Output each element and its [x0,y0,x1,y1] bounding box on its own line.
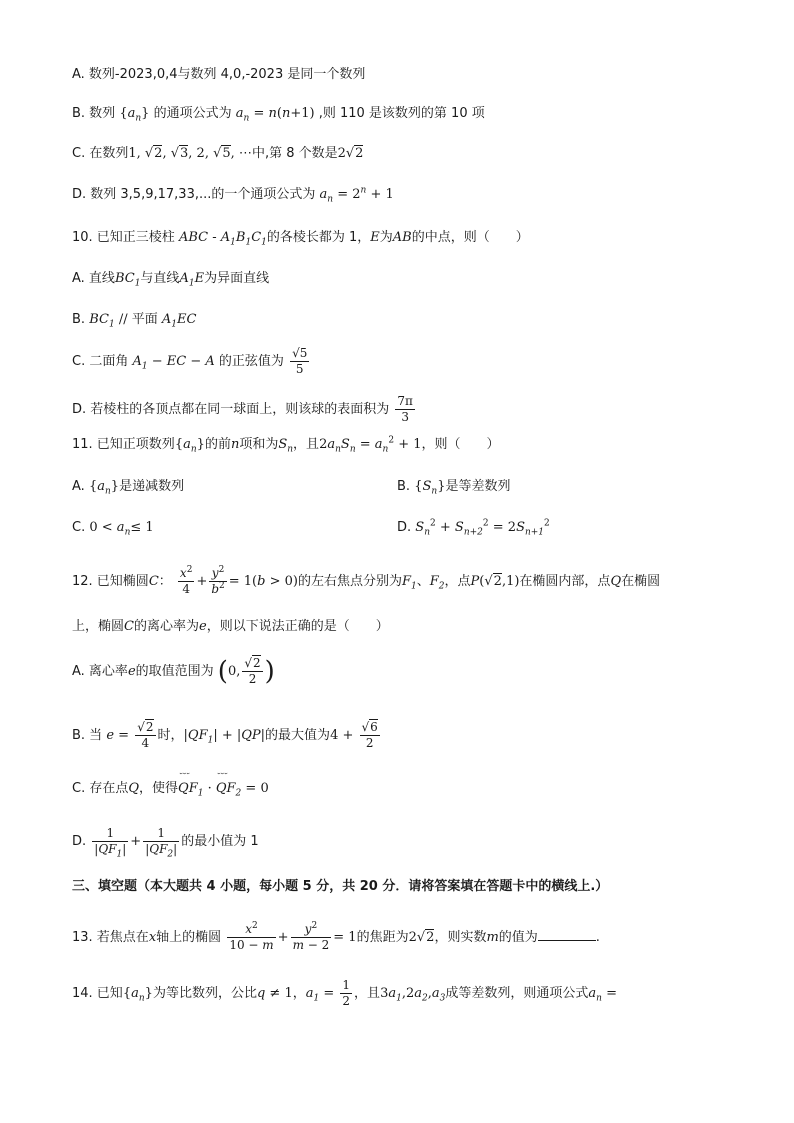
q11-stem-prefix: 11. 已知正项数列 [72,437,175,452]
q10-c-prefix: C. 二面角 [72,354,129,369]
q9-option-c: C. 在数列1, √2, √3, 2, √5, ⋯中,第 8 个数是2√2 [72,146,364,161]
q11-a-text: 是递减数列 [119,479,185,494]
q12-a-prefix: A. 离心率 [72,664,128,679]
q11-stem-suffix: ，则（ ） [421,437,500,452]
q12-stem-prefix: 12. 已知椭圆 [72,574,149,589]
q12-stem-suffix: 在椭圆内部，点 [519,574,611,589]
q11-c-label: C. [72,520,86,535]
q11-stem-mid3: ，且 [293,437,320,452]
q13-suffix2: 的值为 [498,930,538,945]
q9-b-suffix: ,则 110 是该数列的第 10 项 [318,106,485,121]
q14-mid: 为等比数列，公比 [152,986,257,1001]
q14-mid3: ，且 [354,986,381,1001]
q11-option-d: D. $S_n^2 + S_{n+2}^2 = 2S_{n+1}^2$ [397,518,550,538]
q12-stem-mid2: ，点 [444,574,471,589]
q10-stem-mid: 的各棱长都为 1， [266,230,371,245]
section-heading [72,878,608,896]
q13-suffix: ，则实数 [434,930,487,945]
q11-b-text: 是等差数列 [445,479,511,494]
q9-b-mid: 的通项公式为 [153,106,232,121]
q11-stem-mid: 的前 [204,437,231,452]
q12-line2-prefix: 上，椭圆 [72,619,125,634]
q9-option-b: B. 数列 $\{a_n\}$ 的通项公式为 $a_n = n(n+1)$ ,则 110 是该数列的第 10 项 [72,106,485,124]
q12-stem-mid: 的左右焦点分别为 [297,574,402,589]
q9-c-prefix: C. 在数列 [72,146,129,161]
q10-option-a: A. 直线$BC_1$与直线$A_1E$为异面直线 [72,271,270,289]
q11-option-b: B. $\{S_n\}$是等差数列 [397,479,511,497]
q10-stem-mid2: 为 [379,230,393,245]
q14-prefix: 14. 已知 [72,986,123,1001]
q10-stem-prefix: 10. 已知正三棱柱 [72,230,175,245]
q9-option-a-text: A. 数列-2023,0,4与数列 4,0,-2023 是同一个数列 [72,67,366,82]
q10-option-d [72,394,417,425]
q14: 14. 已知$\{a_n\}$为等比数列，公比q ≠ 1，$a_1$ = $\frac{1}{2}$ ，且$3a_1,2a_2,a_3$成等差数列，则通项公式$a_n$ = [72,978,617,1008]
q9-d-prefix: D. 数列 3,5,9,17,33,...的一个通项公式为 [72,187,316,202]
q10-d-prefix: D. 若棱柱的各顶点都在同一球面上，则该球的表面积为 [72,402,390,417]
q10-stem-suffix: 的中点，则（ ） [411,230,529,245]
q12-c-prefix: C. 存在点 [72,781,129,796]
q12-stem-line2: 上，椭圆C的离心率为e，则以下说法正确的是（ ） [72,619,389,634]
q10-stem: 10. 已知正三棱柱 ABC - $A_1B_1C_1$的各棱长都为 1，E为AB的中点，则（ ） [72,230,529,248]
q13-prefix: 13. 若焦点在 [72,930,149,945]
q11-option-c: C. $0 < a_n\le 1$ [72,520,154,538]
q9-option-d: D. 数列 3,5,9,17,33,...的一个通项公式为 $a_n = 2^n + 1$ [72,185,394,205]
q12-b-mid2: 的最大值为 [265,728,331,743]
q13-mid2: 的焦距为 [356,930,409,945]
q10-option-b: B. $BC_1$ // 平面 $A_1EC$ [72,312,197,330]
q11-b-label: B. [397,479,411,494]
q12-option-d: D. $\frac{1}{|QF_1|}$ + $\frac{1}{|QF_2|}$ 的最小值为 1 [72,826,259,860]
q13-end: . [595,930,600,945]
q12-b-mid: 时， [157,728,184,743]
q12-c-mid: ，使得 [139,781,179,796]
q14-mid4: 成等差数列，则通项公式 [445,986,589,1001]
q12-option-a: A. 离心率e的取值范围为 (0, $\frac{√2}{2}$ ) [72,656,275,687]
q12-d-prefix: D. [72,834,87,849]
q10-b-prefix: B. [72,312,86,327]
q12-stem: 12. 已知椭圆C： $\frac{x^2}{4}$ + $\frac{y^2}{b^2}$ = 1(b > 0)的左右焦点分别为$F_1$、$F_2$，点P(√2,1)在椭圆内部，点Q在椭圆 [72,565,661,596]
q11-option-a: A. $\{a_n\}$是递减数列 [72,479,185,497]
q11-stem: 11. 已知正项数列$\{a_n\}$的前n项和为$S_n$，且$2a_nS_n = a_n^2 + 1$，则（ ） [72,435,500,455]
q14-mid2: ， [292,986,306,1001]
q10-c-fraction: $\frac{√5}{5}$ [292,346,308,376]
q12-a-mid: 的取值范围为 [135,664,214,679]
q10-a-suffix: 为异面直线 [204,271,270,286]
q11-d-label: D. [397,520,412,535]
q10-a-mid: 与直线 [140,271,180,286]
q13-mid: 轴上的椭圆 [156,930,222,945]
section-heading-text: 三、填空题（本大题共 4 小题，每小题 5 分，共 20 分．请将答案填在答题卡中的横线上.） [72,879,609,894]
q9-b-prefix: B. 数列 [72,106,116,121]
q10-b-mid: 平面 [131,312,158,327]
q12-b-prefix: B. 当 [72,728,103,743]
q9-option-a [72,66,365,84]
q12-option-b: B. 当 e = $\frac{√2}{4}$ 时，$|QF_1| + |QP|$的最大值为4 + $\frac{√6}{2}$ [72,720,378,750]
q11-a-label: A. [72,479,85,494]
q10-c-suffix: 的正弦值为 [218,354,284,369]
q9-c-suffix: 中,第 8 个数是 [251,146,338,161]
q10-d-fraction: $\frac{7\pi}{3}$ [397,394,413,424]
q11-stem-mid2: 项和为 [239,437,279,452]
q12-line2-mid: 的离心率为 [133,619,199,634]
q12-stem-suffix2: 在椭圆 [621,574,661,589]
q12-option-c: C. 存在点Q，使得˘˘˘ $QF_1$ · ˘˘˘ $QF_2 = 0$ [72,780,269,798]
q13: 13. 若焦点在x轴上的椭圆 $\frac{x^2}{10 - m}$ + $\frac{y^2}{m - 2}$ = 1的焦距为2√2，则实数m的值为 . [72,921,600,952]
q12-line2-suffix: ，则以下说法正确的是（ ） [206,619,389,634]
q10-option-c: C. 二面角 $A_1$ − EC − A 的正弦值为 $\frac{√5}{5}$ [72,346,308,376]
q13-answer-blank[interactable] [538,928,596,941]
q10-a-prefix: A. 直线 [72,271,115,286]
q12-d-suffix: 的最小值为 1 [181,834,259,849]
